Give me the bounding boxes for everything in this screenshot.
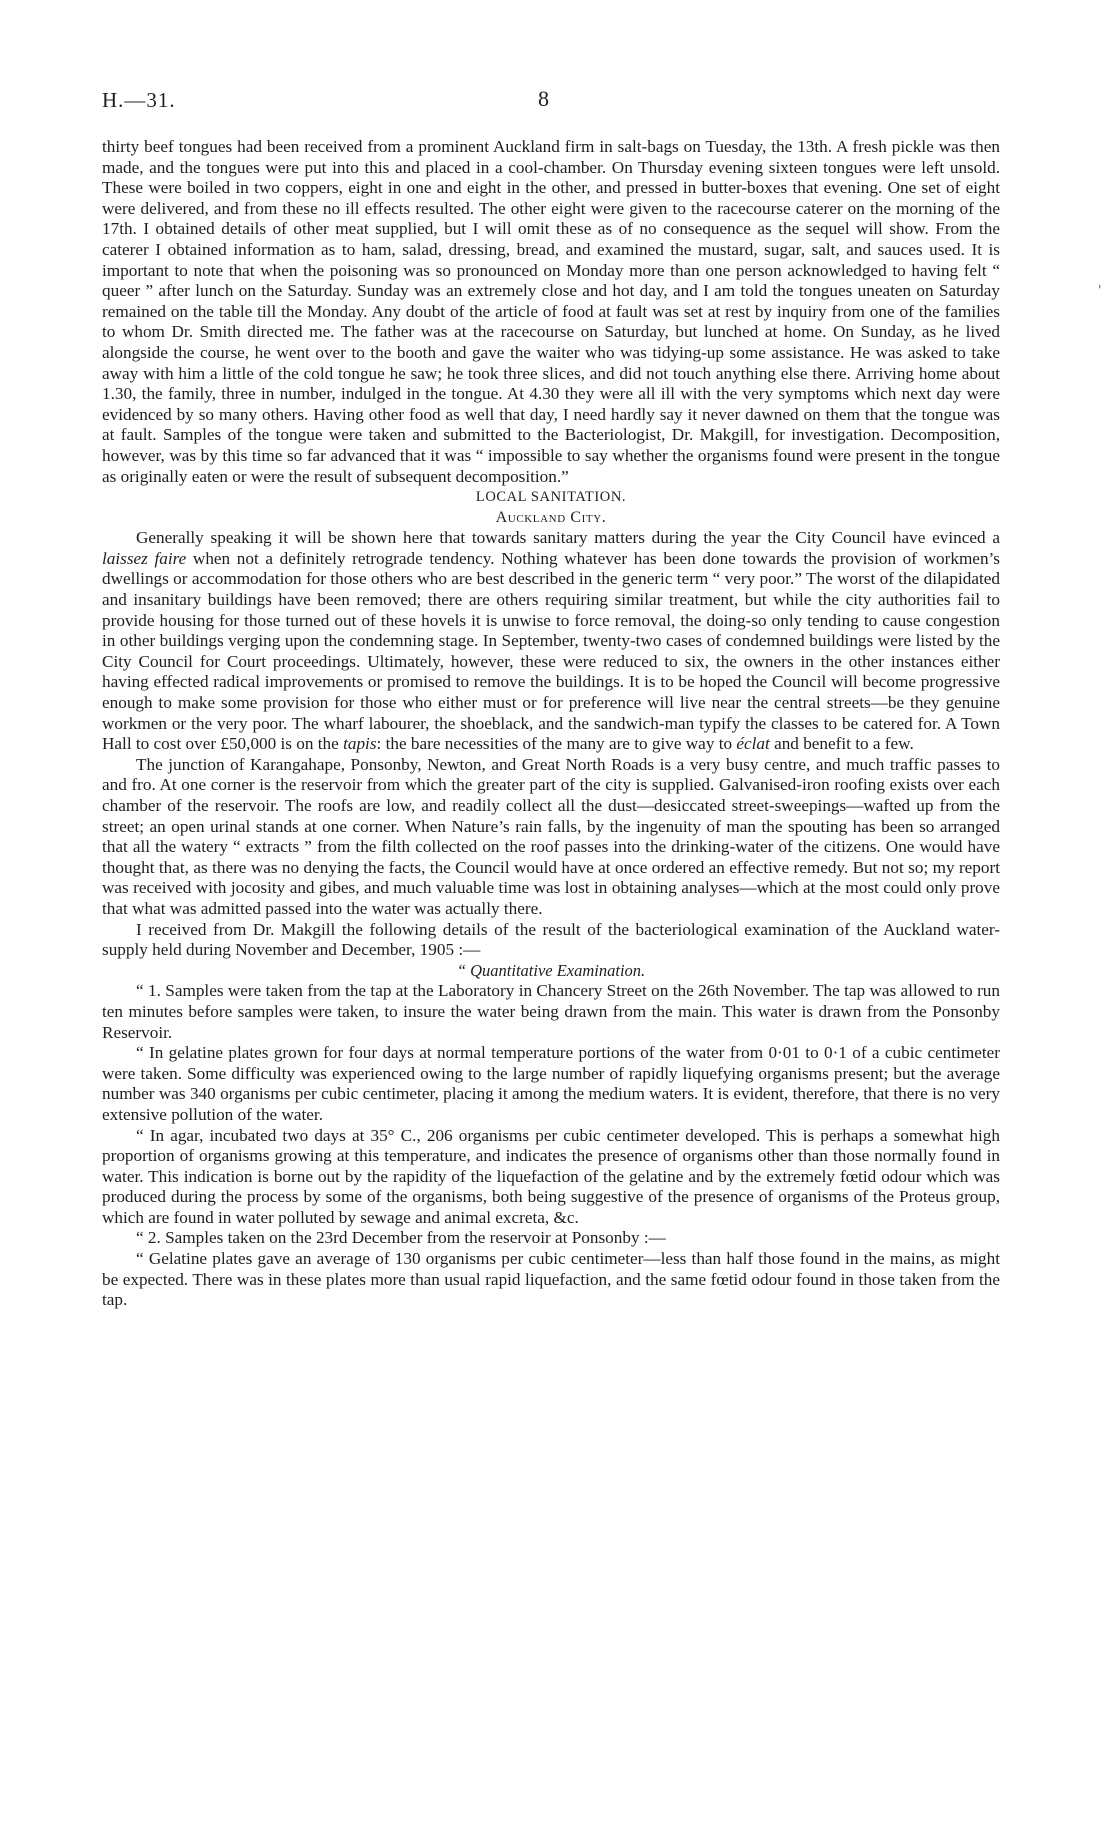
section-subheading: Auckland City. (495, 508, 607, 526)
page-header (102, 88, 1002, 118)
paragraph-reservoir: The junction of Karangahape, Ponsonby, Newton, and Great North Roads is a very busy centre, and much traffic passes to and fro. At one corner is the reservoir from which the greater part of the city is supplied. Galvanised-iron roofing exists over each chamber of the reservoir. The roofs are low, and readily collect all the dust—desiccated street-sweepings—wafted up from the street; an open urinal stands at one corner. When Nature’s rain falls, by the ingenuity of man the spouting has been so arranged that all the watery “ extracts ” from the filth collected on the roof passes into the drinking-water of the citizens. One would have thought that, as there was no denying the facts, the Council would have at once ordered an effective remedy. But not so; my report was received with jocosity and gibes, and much valuable time was lost in obtaining analyses—which at the most could only prove that what was admitted passed into the water was actually there. (102, 754, 1000, 918)
text-run: : the bare necessities of the many are to give way to (376, 734, 737, 754)
text-run: Generally speaking it will be shown here that towards sanitary matters during the year the City Council have evinced a (136, 528, 1000, 548)
page-number: 8 (538, 86, 549, 111)
report-paragraph: “ In gelatine plates grown for four days at normal temperature portions of the water from 0·01 to 0·1 of a cubic centimeter were taken. Some difficulty was experienced owing to the large number of rapidly liquefying organisms present; but the average number was 340 organisms per cubic centimeter, placing it among the medium waters. It is evident, therefore, that there is no very extensive pollution of the water. (102, 1043, 1000, 1124)
section-heading: LOCAL SANITATION. (475, 489, 627, 506)
report-paragraph: “ In agar, incubated two days at 35° C., 206 organisms per cubic centimeter developed. This is perhaps a somewhat high proportion of organisms growing at this temperature, and indicates the presence of organisms other than those normally found in water. This indication is borne out by the rapidity of the liquefaction of the gelatine and by the extremely fœtid odour which was produced during the process by some of the organisms, both being suggestive of the presence of organisms of the Proteus group, which are found in water polluted by sewage and animal excreta, &c. (102, 1125, 1000, 1227)
text-run: when not a definitely retrograde tendency. Nothing whatever has been done towards the provision of workmen’s dwellings or accommodation for those others who are best described in the generic term “ very poor.” The worst of the dilapidated and insanitary buildings have been removed; there are others requiring similar treatment, but while the city authorities fail to provide housing for those turned out of these hovels it is unwise to force removal, the doing-so only tending to cause congestion in other buildings verging upon the condemning stage. In September, twenty-two cases of condemned buildings were listed by the City Council for Court proceedings. Ultimately, however, these were reduced to six, the owners in the other instances either having effected radical improvements or promised to remove the buildings. It is to be hoped the Council will become progressive enough to make some provision for those who either must or for preference will live near the central streets—be they genuine workmen or the very poor. The wharf labourer, the shoeblack, and the sandwich-man typify the classes to be catered for. A Town Hall to cost over £50,000 is on the (102, 548, 1000, 754)
quantitative-heading: “ Quantitative Examination. (456, 960, 646, 980)
italic-term: tapis (343, 734, 377, 754)
text-run: and benefit to a few. (769, 734, 914, 754)
margin-mark: › (1098, 281, 1102, 292)
italic-term: éclat (736, 734, 770, 754)
report-paragraph: “ Gelatine plates gave an average of 130 organisms per cubic centimeter—less than half those found in the mains, as might be expected. There was in these plates more than usual rapid liquefaction, and the same fœtid odour found in those taken from the tap. (102, 1249, 1000, 1310)
quoted-report (102, 981, 1000, 1311)
paragraph-tongue-inquiry: thirty beef tongues had been received from a prominent Auckland firm in salt-bags on Tuesday, the 13th. A fresh pickle was then made, and the tongues were put into this and placed in a cool-chamber. On Thursday evening sixteen tongues were left unsold. These were boiled in two coppers, eight in one and eight in the other, and pressed in butter-boxes that evening. One set of eight were delivered, and from these no ill effects resulted. The other eight were given to the racecourse caterer on the morning of the 17th. I obtained details of other meat supplied, but I will omit these as of no consequence as the sequel will show. From the caterer I obtained information as to ham, salad, dressing, bread, and examined the mustard, sugar, salt, and sauces used. It is important to note that when the poisoning was so pronounced on Monday more than one person acknowledged to having felt “ queer ” after lunch on the Saturday. Sunday was an extremely close and hot day, and I am told the tongues uneaten on Saturday remained on the table till the Monday. Any doubt of the article of food at fault was set at rest by inquiry from one of the families to whom Dr. Smith directed me. The father was at the racecourse on Saturday, but lunched at home. On Sunday, as he lived alongside the course, he went over to the booth and gave the waiter who was tidying-up some assistance. He was asked to take away with him a little of the cold tongue he saw; he took three slices, and did not touch anything else there. Arriving home about 1.30, the family, three in number, indulged in the tongue. At 4.30 they were all ill with the very symptoms which next day were evidenced by so many others. Having other food as well that day, I need hardly say it never dawned on them that the tongue was at fault. Samples of the tongue were taken and submitted to the Bacteriologist, Dr. Makgill, for investigation. Decomposition, however, was by this time so far advanced that it was “ impossible to say whether the organisms found were present in the tongue as originally eaten or were the result of subsequent decomposition.” (102, 137, 1000, 486)
document-reference: H.—31. (102, 88, 176, 112)
paragraph-makgill-intro: I received from Dr. Makgill the following details of the result of the bacteriological examination of the Auckland water-supply held during November and December, 1905 :— (102, 919, 1000, 960)
report-paragraph: “ 1. Samples were taken from the tap at the Laboratory in Chancery Street on the 26th November. The tap was allowed to run ten minutes before samples were taken, to insure the water being drawn from the main. This water is drawn from the Ponsonby Reservoir. (102, 981, 1000, 1042)
italic-term: laissez faire (102, 548, 187, 568)
report-paragraph: “ 2. Samples taken on the 23rd December from the reservoir at Ponsonby :— (136, 1228, 666, 1248)
paragraph-sanitation-overview (102, 528, 1000, 755)
body-text (102, 137, 1000, 1311)
